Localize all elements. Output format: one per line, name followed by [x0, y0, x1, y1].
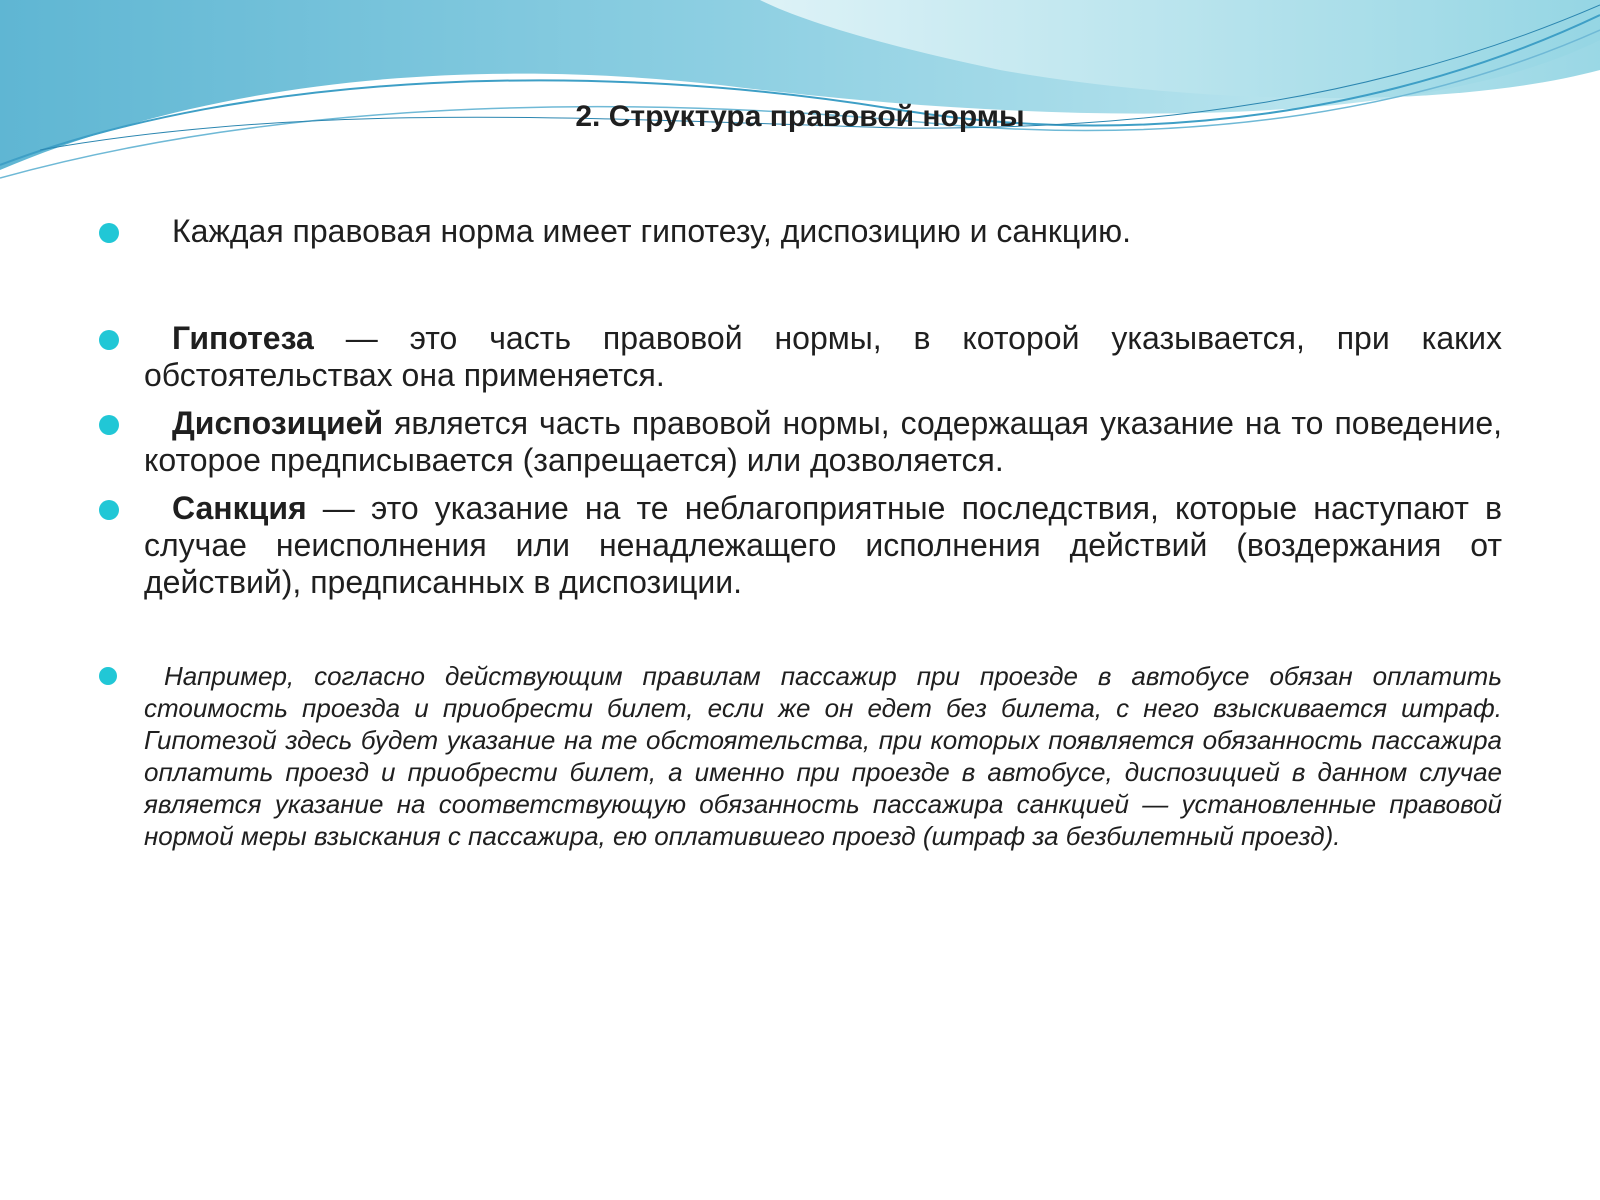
term-disposition: Диспозицией [172, 405, 384, 441]
bullet-dot [99, 667, 117, 685]
term-sanction: Санкция [172, 490, 307, 526]
bullet-example [144, 660, 1502, 852]
bullet-intro [144, 213, 1502, 250]
term-hypothesis: Гипотеза [172, 320, 314, 356]
bullet-text: является часть правовой нормы, содержащая указание на то поведение, которое предписывается (запрещается) или дозволяется. [144, 405, 1502, 478]
bullet-hypothesis [144, 320, 1502, 394]
slide-title: 2. Структура правовой нормы [575, 100, 1025, 133]
bullet-text: — это указание на те неблагоприятные последствия, которые наступают в случае неисполнения или ненадлежащего исполнения действий (воздержания от действий), предписанных в диспозиции. [144, 490, 1502, 600]
bullet-dot [99, 415, 119, 435]
bullet-sanction [144, 490, 1502, 601]
example-text: Например, согласно действующим правилам пассажир при проезде в автобусе обязан оплатить стоимость проезда и приобрести билет, если же он едет без билета, с него взыскивается штраф. Гипотезой здесь будет указание на те обстоятельства, при которых появляется обязанность пассажира оплатить проезд и приобрести билет, а именно при проезде в автобусе, диспозицией в данном случае является указание на соответствующую обязанность пассажира санкцией — установленные правовой нормой меры взыскания с пассажира, ею оплатившего проезд (штраф за безбилетный проезд). [144, 661, 1502, 851]
bullet-text: — это часть правовой нормы, в которой указывается, при каких обстоятельствах она применяется. [144, 320, 1502, 393]
bullet-text: Каждая правовая норма имеет гипотезу, диспозицию и санкцию. [172, 213, 1131, 249]
bullet-disposition [144, 405, 1502, 479]
bullet-dot [99, 500, 119, 520]
bullet-dot [99, 223, 119, 243]
bullet-dot [99, 330, 119, 350]
